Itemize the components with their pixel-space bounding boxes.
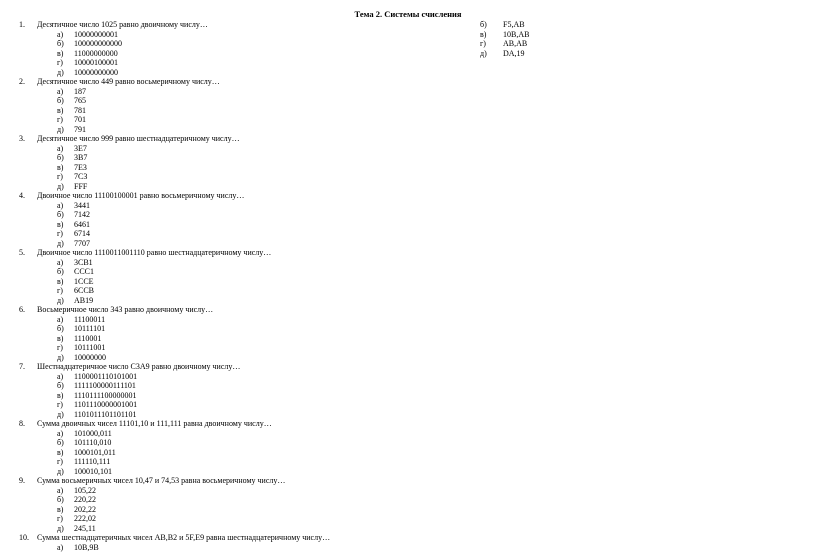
option-value: 187: [74, 86, 86, 96]
question-number: 9.: [19, 476, 25, 485]
option-value: 791: [74, 124, 86, 134]
answer-option: [57, 239, 459, 249]
answer-option: [57, 144, 459, 154]
question-line: [19, 476, 459, 486]
answer-option: [57, 210, 459, 220]
answer-option: [480, 39, 680, 49]
question-number: 4.: [19, 191, 25, 200]
option-value: 101110,010: [74, 438, 112, 447]
question-line: [19, 77, 459, 87]
answer-option: [57, 96, 459, 106]
answer-option: [57, 49, 459, 59]
answer-option: [57, 182, 459, 192]
option-letter: г): [480, 39, 486, 48]
option-letter: б): [480, 20, 487, 29]
option-value: 7C3: [74, 172, 88, 181]
option-value: 10000000001: [74, 29, 118, 39]
option-value: 1100001110101001: [74, 371, 138, 381]
option-letter: г): [57, 343, 63, 352]
option-value: 1101011101101101: [74, 409, 137, 419]
option-value: 10B,9B: [74, 542, 99, 552]
answer-option: [480, 49, 680, 59]
answer-option: [57, 514, 459, 524]
option-letter: г): [57, 172, 63, 181]
option-letter: а): [57, 29, 64, 39]
option-letter: б): [57, 210, 64, 219]
answer-option: [57, 353, 459, 363]
option-letter: а): [57, 542, 64, 552]
question-text: Десятичное число 999 равно шестнадцатеричному числу…: [37, 134, 240, 143]
option-letter: а): [57, 314, 64, 324]
option-value: 765: [74, 96, 86, 105]
option-value: 10000000: [74, 352, 106, 362]
option-value: 1101110000001001: [74, 400, 138, 409]
answer-option: [57, 68, 459, 78]
option-value: 202,22: [74, 504, 96, 514]
option-letter: а): [57, 143, 64, 153]
option-letter: б): [57, 153, 64, 162]
answer-option: [57, 343, 459, 353]
option-value: 105,22: [74, 485, 96, 495]
answer-option: [57, 543, 459, 553]
answer-option: [57, 30, 459, 40]
option-letter: г): [57, 115, 63, 124]
option-value: 101000,011: [74, 428, 112, 438]
option-letter: б): [57, 438, 64, 447]
option-letter: д): [57, 238, 64, 248]
option-value: 1CCE: [74, 276, 94, 286]
option-letter: г): [57, 514, 63, 523]
option-value: 111110,111: [74, 457, 111, 466]
answer-option: [57, 229, 459, 239]
option-letter: д): [57, 295, 64, 305]
option-letter: а): [57, 257, 64, 267]
option-letter: д): [57, 523, 64, 533]
option-letter: д): [57, 181, 64, 191]
question-number: 6.: [19, 305, 25, 314]
question-line: [19, 533, 459, 543]
continuation-column: [480, 20, 680, 58]
option-value: AB19: [74, 295, 94, 305]
option-value: 781: [74, 105, 86, 115]
answer-option: [57, 467, 459, 477]
question-text: Восьмеричное число 343 равно двоичному числу…: [37, 305, 214, 314]
question-item: [19, 77, 459, 134]
answer-option: [57, 391, 459, 401]
question-text: Десятичное число 449 равно восьмеричному числу…: [37, 77, 220, 86]
question-item: [19, 362, 459, 419]
option-letter: а): [57, 200, 64, 210]
answer-option: [480, 20, 680, 30]
option-value: 10000100001: [74, 58, 118, 67]
option-value: 3E7: [74, 143, 87, 153]
question-number: 10.: [19, 533, 29, 542]
question-line: [19, 305, 459, 315]
option-value: 701: [74, 115, 86, 124]
question-text: Сумма шестнадцатеричных чисел AB,B2 и 5F,E9 равна шестнадцатеричному числу…: [37, 533, 331, 542]
option-letter: а): [57, 428, 64, 438]
question-number: 7.: [19, 362, 25, 371]
option-value: 3B7: [74, 153, 88, 162]
option-letter: в): [57, 276, 64, 286]
option-letter: д): [57, 124, 64, 134]
answer-option: [57, 381, 459, 391]
option-letter: д): [57, 409, 64, 419]
question-item: [19, 476, 459, 533]
option-value: 100000000000: [74, 39, 122, 48]
option-value: F5,AB: [503, 20, 525, 29]
answer-option: [57, 39, 459, 49]
answer-option: [57, 220, 459, 230]
question-item: [19, 305, 459, 362]
answer-option: [57, 324, 459, 334]
option-letter: г): [57, 286, 63, 295]
answer-option: [57, 286, 459, 296]
answer-option: [57, 315, 459, 325]
question-text: Сумма двоичных чисел 11101,10 и 111,111 равна двоичному числу…: [37, 419, 272, 428]
option-letter: а): [57, 371, 64, 381]
option-letter: а): [57, 485, 64, 495]
answer-option: [57, 486, 459, 496]
option-value: 10111001: [74, 343, 106, 352]
answer-option: [57, 277, 459, 287]
question-line: [19, 134, 459, 144]
question-line: [19, 191, 459, 201]
option-value: 3441: [74, 200, 90, 210]
answer-option: [57, 163, 459, 173]
option-value: 6461: [74, 219, 90, 229]
option-letter: б): [57, 96, 64, 105]
answer-option: [57, 125, 459, 135]
option-value: 7707: [74, 238, 90, 248]
question-text: Сумма восьмеричных чисел 10,47 и 74,53 равна восьмеричному числу…: [37, 476, 286, 485]
option-value: 7142: [74, 210, 90, 219]
question-item: [19, 134, 459, 191]
option-letter: д): [480, 48, 487, 58]
option-letter: в): [57, 504, 64, 514]
question-line: [19, 248, 459, 258]
option-letter: б): [57, 267, 64, 276]
option-value: CCC1: [74, 267, 95, 276]
question-text: Двоичное число 11100100001 равно восьмеричному числу…: [37, 191, 245, 200]
answer-option: [57, 201, 459, 211]
page-title: Тема 2. Системы счисления: [354, 9, 462, 19]
question-item: [19, 248, 459, 305]
option-letter: в): [480, 29, 487, 39]
answer-option: [57, 372, 459, 382]
option-letter: в): [57, 48, 64, 58]
option-letter: г): [57, 400, 63, 409]
answer-option: [57, 505, 459, 515]
option-letter: д): [57, 466, 64, 476]
option-value: 6714: [74, 229, 90, 238]
option-value: 10111101: [74, 324, 106, 333]
option-value: 1110001: [74, 333, 102, 343]
question-number: 3.: [19, 134, 25, 143]
option-letter: г): [57, 229, 63, 238]
answer-option: [57, 457, 459, 467]
question-number: 8.: [19, 419, 25, 428]
option-value: 1000101,011: [74, 447, 116, 457]
option-value: 1110111100000001: [74, 390, 137, 400]
option-letter: в): [57, 219, 64, 229]
option-letter: в): [57, 447, 64, 457]
option-value: AB,AB: [503, 39, 528, 48]
question-item: [19, 191, 459, 248]
option-value: FFF: [74, 181, 88, 191]
option-letter: а): [57, 86, 64, 96]
question-item: [19, 419, 459, 476]
option-letter: д): [57, 67, 64, 77]
question-item: [19, 533, 459, 552]
answer-option: [57, 87, 459, 97]
option-value: DA,19: [503, 48, 525, 58]
question-number: 2.: [19, 77, 25, 86]
option-letter: б): [57, 324, 64, 333]
answer-option: [57, 296, 459, 306]
answer-option: [57, 258, 459, 268]
answer-option: [57, 153, 459, 163]
answer-option: [57, 58, 459, 68]
option-value: 3CB1: [74, 257, 93, 267]
question-text: Шестнадцатеричное число C3A9 равно двоичному числу…: [37, 362, 241, 371]
option-value: 100010,101: [74, 466, 112, 476]
answer-option: [480, 30, 680, 40]
question-line: [19, 362, 459, 372]
option-value: 11000000000: [74, 48, 118, 58]
answer-option: [57, 267, 459, 277]
option-value: 1111100000111101: [74, 381, 136, 390]
option-letter: в): [57, 105, 64, 115]
answer-option: [57, 524, 459, 534]
question-number: 5.: [19, 248, 25, 257]
option-letter: в): [57, 333, 64, 343]
option-value: 222,02: [74, 514, 96, 523]
option-letter: б): [57, 495, 64, 504]
answer-option: [57, 334, 459, 344]
question-line: [19, 20, 459, 30]
answer-option: [57, 438, 459, 448]
option-letter: д): [57, 352, 64, 362]
option-value: 220,22: [74, 495, 96, 504]
option-letter: г): [57, 457, 63, 466]
option-letter: г): [57, 58, 63, 67]
answer-option: [57, 410, 459, 420]
question-line: [19, 419, 459, 429]
option-value: 10B,AB: [503, 29, 530, 39]
answer-option: [57, 429, 459, 439]
answer-option: [57, 495, 459, 505]
answer-option: [57, 448, 459, 458]
option-value: 10000000000: [74, 67, 118, 77]
option-letter: в): [57, 390, 64, 400]
question-item: [19, 20, 459, 77]
option-letter: б): [57, 39, 64, 48]
question-text: Двоичное число 1110011001110 равно шестнадцатеричному числу…: [37, 248, 272, 257]
answer-option: [57, 400, 459, 410]
option-letter: в): [57, 162, 64, 172]
option-value: 7E3: [74, 162, 87, 172]
option-letter: б): [57, 381, 64, 390]
answer-option: [57, 106, 459, 116]
option-value: 6CCB: [74, 286, 95, 295]
option-value: 245,11: [74, 523, 96, 533]
question-number: 1.: [19, 20, 25, 29]
answer-option: [57, 172, 459, 182]
option-value: 11100011: [74, 314, 106, 324]
answer-option: [57, 115, 459, 125]
question-list: [19, 20, 459, 552]
question-text: Десятичное число 1025 равно двоичному числу…: [37, 20, 208, 29]
